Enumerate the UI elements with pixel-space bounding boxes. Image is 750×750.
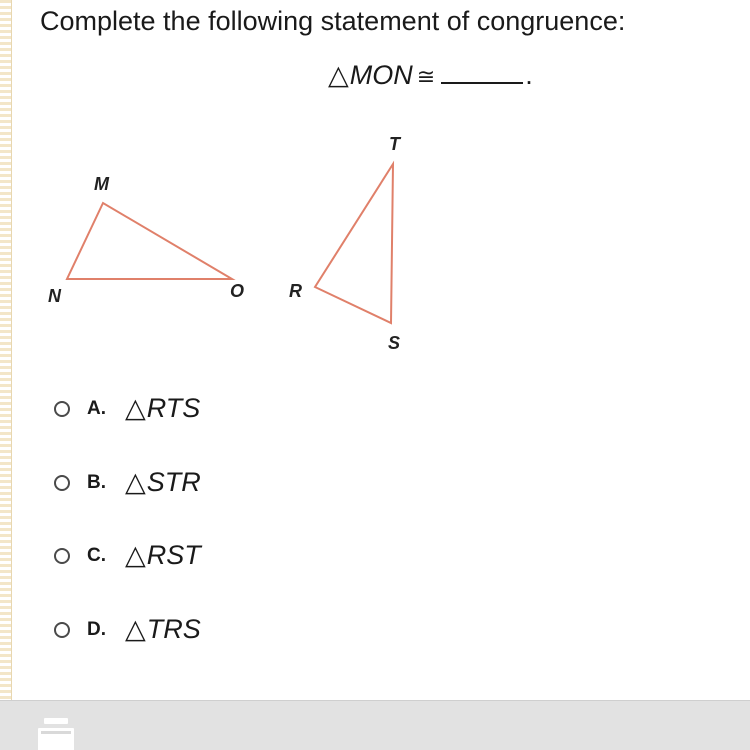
- statement-triangle-name: MON: [349, 60, 413, 90]
- choice-d-radio[interactable]: [54, 622, 70, 638]
- choice-c-name: RST: [146, 540, 201, 570]
- congruence-symbol: ≅: [416, 64, 436, 89]
- choice-b-radio[interactable]: [54, 475, 70, 491]
- answer-blank: [441, 62, 523, 84]
- choice-c-text: [125, 540, 201, 571]
- congruence-statement: [328, 60, 533, 91]
- choice-d-name: TRS: [146, 614, 201, 644]
- label-vertex-m: M: [94, 174, 109, 194]
- choice-d[interactable]: [54, 614, 201, 645]
- choice-a[interactable]: [54, 393, 200, 424]
- choice-a-radio[interactable]: [54, 401, 70, 417]
- label-vertex-r: R: [289, 281, 302, 301]
- calculator-icon[interactable]: [38, 716, 74, 750]
- choice-a-name: RTS: [146, 393, 201, 423]
- statement-period: .: [525, 60, 533, 90]
- triangle-mon: [67, 203, 232, 279]
- choice-c-letter: C.: [87, 544, 106, 566]
- triangle-rst: [315, 164, 393, 323]
- question-text: Complete the following statement of congruence:: [40, 6, 626, 36]
- choice-d-triangle-symbol: △: [125, 614, 146, 644]
- triangles-figure: [0, 120, 460, 370]
- choice-d-letter: D.: [87, 618, 106, 640]
- choice-b-name: STR: [146, 467, 201, 497]
- choice-c-triangle-symbol: △: [125, 540, 146, 570]
- choice-b[interactable]: [54, 467, 201, 498]
- choice-a-triangle-symbol: △: [125, 393, 146, 423]
- choice-a-letter: A.: [87, 397, 106, 419]
- choice-b-triangle-symbol: △: [125, 467, 146, 497]
- choice-c[interactable]: [54, 540, 201, 571]
- choice-b-letter: B.: [87, 471, 106, 493]
- label-vertex-o: O: [230, 281, 245, 301]
- label-vertex-t: T: [389, 134, 400, 154]
- label-vertex-n: N: [48, 286, 61, 306]
- triangle-symbol: △: [328, 60, 349, 90]
- choice-c-radio[interactable]: [54, 548, 70, 564]
- footer-toolbar: [0, 700, 750, 750]
- label-vertex-s: S: [388, 333, 401, 353]
- choice-d-text: [125, 614, 201, 645]
- choice-b-text: [125, 467, 201, 498]
- choice-a-text: [125, 393, 200, 424]
